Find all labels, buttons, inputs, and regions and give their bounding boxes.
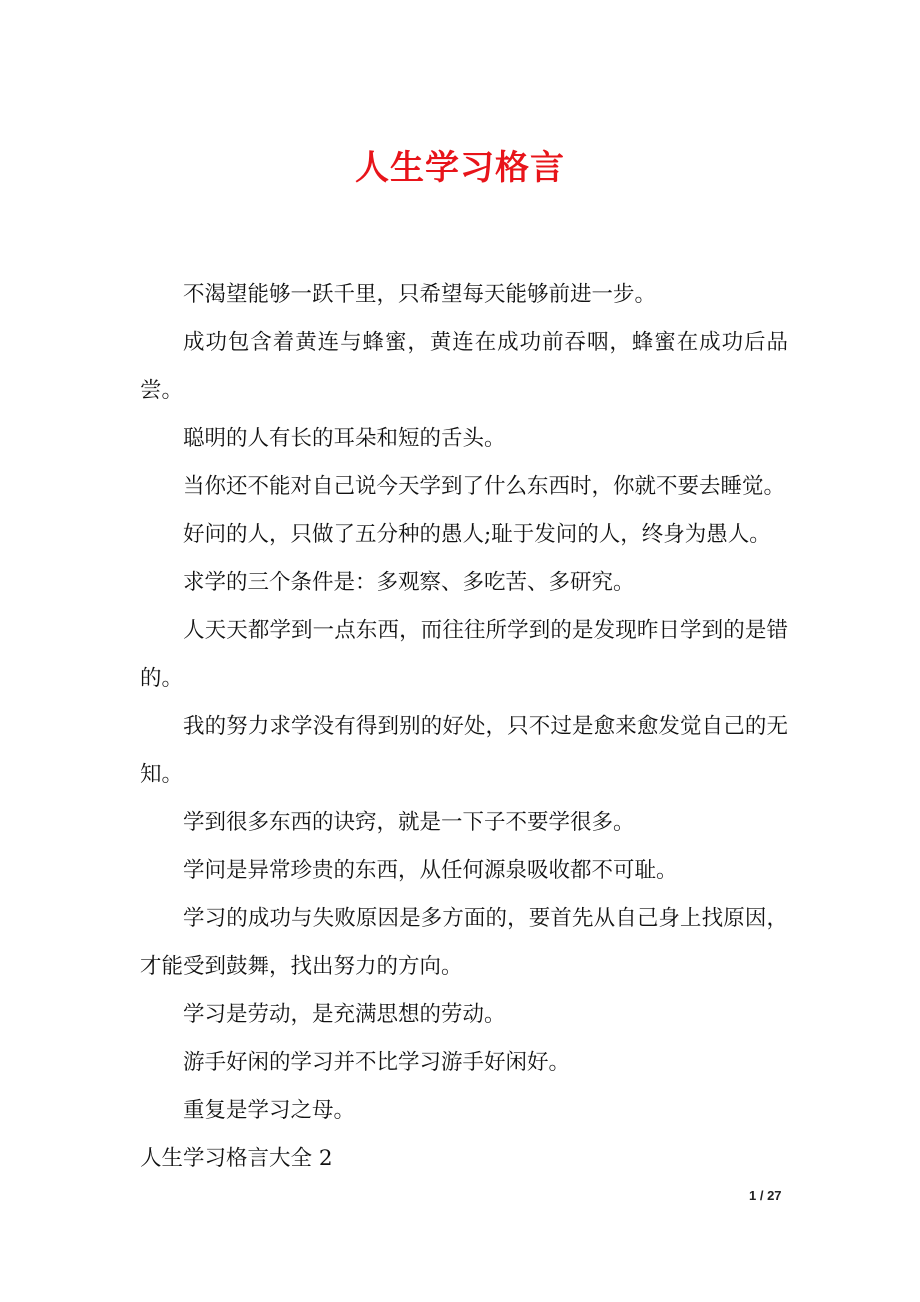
paragraph-7: 人天天都学到一点东西，而往往所学到的是发现昨日学到的是错的。 (140, 618, 788, 691)
paragraph-9: 学到很多东西的诀窍，就是一下子不要学很多。 (183, 810, 635, 835)
paragraph-4: 当你还不能对自己说今天学到了什么东西时，你就不要去睡觉。 (183, 474, 786, 499)
paragraph-5: 好问的人，只做了五分种的愚人;耻于发问的人，终身为愚人。 (183, 522, 771, 547)
paragraph-6: 求学的三个条件是：多观察、多吃苦、多研究。 (183, 570, 635, 595)
paragraph-2: 成功包含着黄连与蜂蜜，黄连在成功前吞咽，蜂蜜在成功后品尝。 (140, 330, 788, 403)
paragraph-14: 重复是学习之母。 (183, 1098, 356, 1123)
paragraph-12: 学习是劳动，是充满思想的劳动。 (183, 1002, 506, 1027)
paragraph-10: 学问是异常珍贵的东西，从任何源泉吸收都不可耻。 (183, 858, 678, 883)
paragraph-13: 游手好闲的学习并不比学习游手好闲好。 (183, 1050, 571, 1075)
paragraph-8: 我的努力求学没有得到别的好处，只不过是愈来愈发觉自己的无知。 (140, 714, 788, 787)
section-heading: 人生学习格言大全 2 (140, 1146, 333, 1171)
document-body (140, 271, 788, 1183)
page-number: 1 / 27 (749, 1188, 782, 1203)
paragraph-11: 学习的成功与失败原因是多方面的，要首先从自己身上找原因，才能受到鼓舞，找出努力的方向。 (140, 906, 788, 979)
paragraph-1: 不渴望能够一跃千里，只希望每天能够前进一步。 (183, 282, 657, 307)
page-title: 人生学习格言 (355, 148, 565, 188)
paragraph-3: 聪明的人有长的耳朵和短的舌头。 (183, 426, 506, 451)
